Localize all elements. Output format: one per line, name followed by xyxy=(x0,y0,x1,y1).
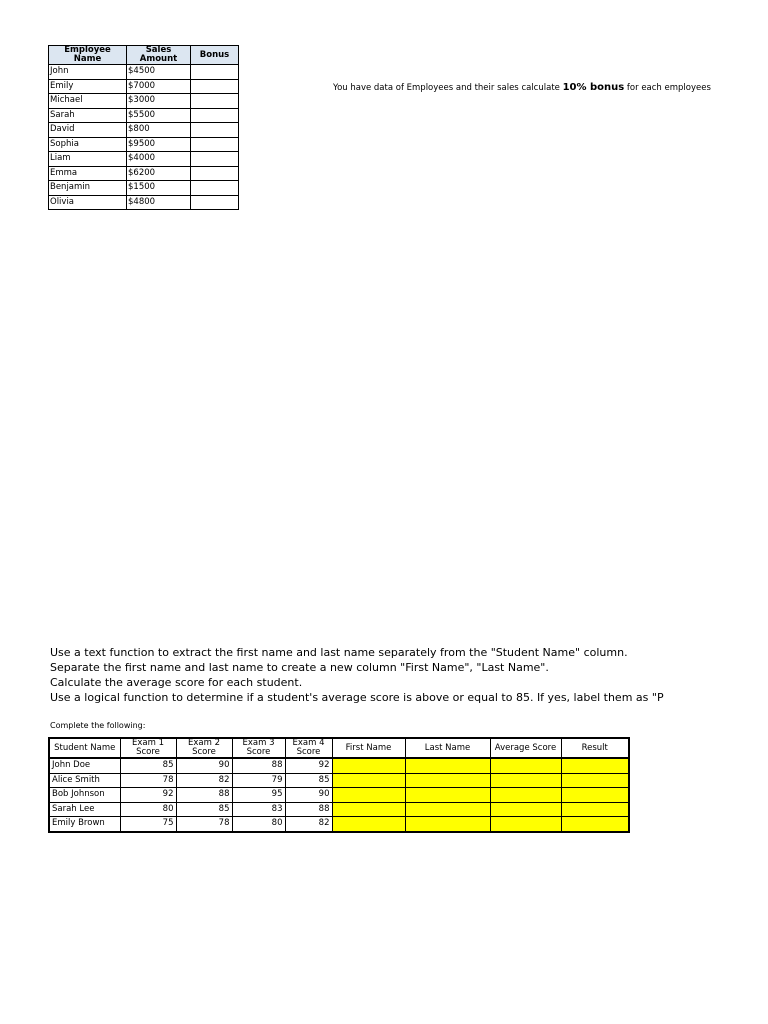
bonus-header[interactable]: Bonus xyxy=(191,46,239,65)
exam2-score-header[interactable] xyxy=(176,738,232,758)
table-row xyxy=(49,773,629,788)
employee-name-cell[interactable]: Sophia xyxy=(49,137,127,152)
sales-amount-header-line1: Sales xyxy=(145,45,172,55)
employee-header-row xyxy=(49,46,239,65)
last-name-cell[interactable] xyxy=(405,758,490,773)
employee-name-cell[interactable]: David xyxy=(49,123,127,138)
student-name-cell[interactable]: Alice Smith xyxy=(49,773,120,788)
instruction-line: Use a text function to extract the first name and last name separately from the "Student Name" column. xyxy=(50,646,628,659)
exam2-score-cell[interactable]: 78 xyxy=(176,817,232,832)
exam4-score-header[interactable] xyxy=(285,738,332,758)
instruction-line: Calculate the average score for each student. xyxy=(50,676,303,689)
average-score-cell[interactable] xyxy=(490,788,561,803)
exam4-header-line1: Exam 4 xyxy=(292,738,325,748)
exam1-header-line1: Exam 1 xyxy=(132,738,164,748)
exam2-header-line2: Score xyxy=(192,747,216,757)
bonus-cell[interactable] xyxy=(191,94,239,109)
exam1-score-header[interactable] xyxy=(120,738,176,758)
exam3-score-cell[interactable]: 83 xyxy=(232,802,285,817)
exam4-score-cell[interactable]: 90 xyxy=(285,788,332,803)
first-name-cell[interactable] xyxy=(332,758,405,773)
first-name-cell[interactable] xyxy=(332,788,405,803)
table-row xyxy=(49,758,629,773)
first-name-cell[interactable] xyxy=(332,773,405,788)
last-name-cell[interactable] xyxy=(405,773,490,788)
table-row xyxy=(49,79,239,94)
sales-amount-cell[interactable]: $4800 xyxy=(127,195,191,210)
exam1-score-cell[interactable]: 92 xyxy=(120,788,176,803)
table-row xyxy=(49,166,239,181)
instruction-line: Separate the first name and last name to create a new column "First Name", "Last Name". xyxy=(50,661,549,674)
instruction-line: Use a logical function to determine if a student's average score is above or equal to 85. If yes, label them as "P xyxy=(50,691,664,704)
result-cell[interactable] xyxy=(561,758,629,773)
exam1-score-cell[interactable]: 80 xyxy=(120,802,176,817)
bonus-cell[interactable] xyxy=(191,123,239,138)
student-name-header[interactable]: Student Name xyxy=(49,738,120,758)
result-header[interactable]: Result xyxy=(561,738,629,758)
first-name-cell[interactable] xyxy=(332,802,405,817)
student-header-row xyxy=(49,738,629,758)
bonus-cell[interactable] xyxy=(191,152,239,167)
sales-amount-cell[interactable]: $4500 xyxy=(127,65,191,80)
sales-amount-header-line2: Amount xyxy=(139,54,178,64)
bonus-cell[interactable] xyxy=(191,108,239,123)
result-cell[interactable] xyxy=(561,817,629,832)
sales-amount-cell[interactable]: $4000 xyxy=(127,152,191,167)
employee-name-cell[interactable]: Liam xyxy=(49,152,127,167)
exam4-score-cell[interactable]: 82 xyxy=(285,817,332,832)
exam1-score-cell[interactable]: 75 xyxy=(120,817,176,832)
average-score-header[interactable]: Average Score xyxy=(490,738,561,758)
exam2-score-cell[interactable]: 85 xyxy=(176,802,232,817)
sales-amount-cell[interactable]: $7000 xyxy=(127,79,191,94)
last-name-header[interactable]: Last Name xyxy=(405,738,490,758)
last-name-cell[interactable] xyxy=(405,788,490,803)
student-name-cell[interactable]: John Doe xyxy=(49,758,120,773)
instructions-block xyxy=(50,645,696,705)
complete-label: Complete the following: xyxy=(50,721,146,730)
table-row xyxy=(49,137,239,152)
sales-amount-cell[interactable]: $800 xyxy=(127,123,191,138)
first-name-header[interactable]: First Name xyxy=(332,738,405,758)
table-row xyxy=(49,152,239,167)
average-score-cell[interactable] xyxy=(490,773,561,788)
exam3-score-cell[interactable]: 88 xyxy=(232,758,285,773)
student-name-cell[interactable]: Bob Johnson xyxy=(49,788,120,803)
result-cell[interactable] xyxy=(561,802,629,817)
average-score-cell[interactable] xyxy=(490,817,561,832)
exam1-score-cell[interactable]: 78 xyxy=(120,773,176,788)
student-scores-table xyxy=(48,737,630,833)
bonus-cell[interactable] xyxy=(191,166,239,181)
exam3-header-line2: Score xyxy=(246,747,271,757)
sales-amount-cell[interactable]: $3000 xyxy=(127,94,191,109)
exam2-header-line1: Exam 2 xyxy=(188,738,220,748)
table-row xyxy=(49,802,629,817)
employee-name-cell[interactable]: Olivia xyxy=(49,195,127,210)
exam3-header-line1: Exam 3 xyxy=(242,738,275,748)
average-score-cell[interactable] xyxy=(490,802,561,817)
table-row xyxy=(49,123,239,138)
result-cell[interactable] xyxy=(561,788,629,803)
bonus-cell[interactable] xyxy=(191,65,239,80)
table-row xyxy=(49,788,629,803)
exam3-score-cell[interactable]: 80 xyxy=(232,817,285,832)
employee-name-cell[interactable]: John xyxy=(49,65,127,80)
bonus-cell[interactable] xyxy=(191,181,239,196)
result-cell[interactable] xyxy=(561,773,629,788)
sales-amount-header[interactable] xyxy=(127,46,191,65)
table-row xyxy=(49,181,239,196)
employee-name-cell[interactable]: Benjamin xyxy=(49,181,127,196)
sales-amount-cell[interactable]: $6200 xyxy=(127,166,191,181)
bonus-task-note xyxy=(333,82,711,93)
employee-name-cell[interactable]: Sarah xyxy=(49,108,127,123)
exam2-score-cell[interactable]: 82 xyxy=(176,773,232,788)
table-row xyxy=(49,817,629,832)
exam1-score-cell[interactable]: 85 xyxy=(120,758,176,773)
sales-amount-cell[interactable]: $5500 xyxy=(127,108,191,123)
student-name-cell[interactable]: Sarah Lee xyxy=(49,802,120,817)
exam3-score-cell[interactable]: 79 xyxy=(232,773,285,788)
exam4-score-cell[interactable]: 92 xyxy=(285,758,332,773)
exam3-score-cell[interactable]: 95 xyxy=(232,788,285,803)
employee-name-header[interactable] xyxy=(49,46,127,65)
table-row xyxy=(49,94,239,109)
bonus-cell[interactable] xyxy=(191,79,239,94)
average-score-cell[interactable] xyxy=(490,758,561,773)
employee-name-header-line2: Name xyxy=(73,54,102,64)
table-row xyxy=(49,65,239,80)
table-row xyxy=(49,195,239,210)
last-name-cell[interactable] xyxy=(405,802,490,817)
exam1-header-line2: Score xyxy=(136,747,160,757)
exam3-score-header[interactable] xyxy=(232,738,285,758)
first-name-cell[interactable] xyxy=(332,817,405,832)
employee-name-cell[interactable]: Michael xyxy=(49,94,127,109)
last-name-cell[interactable] xyxy=(405,817,490,832)
task-note-bold: 10% bonus xyxy=(562,82,625,93)
bonus-cell[interactable] xyxy=(191,195,239,210)
task-note-text-end: for each employees xyxy=(624,83,711,93)
exam2-score-cell[interactable]: 88 xyxy=(176,788,232,803)
bonus-cell[interactable] xyxy=(191,137,239,152)
employee-name-header-line1: Employee xyxy=(64,45,111,55)
table-row xyxy=(49,108,239,123)
employee-sales-table xyxy=(48,45,239,210)
sales-amount-cell[interactable]: $1500 xyxy=(127,181,191,196)
exam4-header-line2: Score xyxy=(296,747,321,757)
task-note-text: You have data of Employees and their sales calculate xyxy=(333,83,563,93)
employee-name-cell[interactable]: Emily xyxy=(49,79,127,94)
exam4-score-cell[interactable]: 85 xyxy=(285,773,332,788)
exam4-score-cell[interactable]: 88 xyxy=(285,802,332,817)
exam2-score-cell[interactable]: 90 xyxy=(176,758,232,773)
employee-name-cell[interactable]: Emma xyxy=(49,166,127,181)
sales-amount-cell[interactable]: $9500 xyxy=(127,137,191,152)
student-name-cell[interactable]: Emily Brown xyxy=(49,817,120,832)
